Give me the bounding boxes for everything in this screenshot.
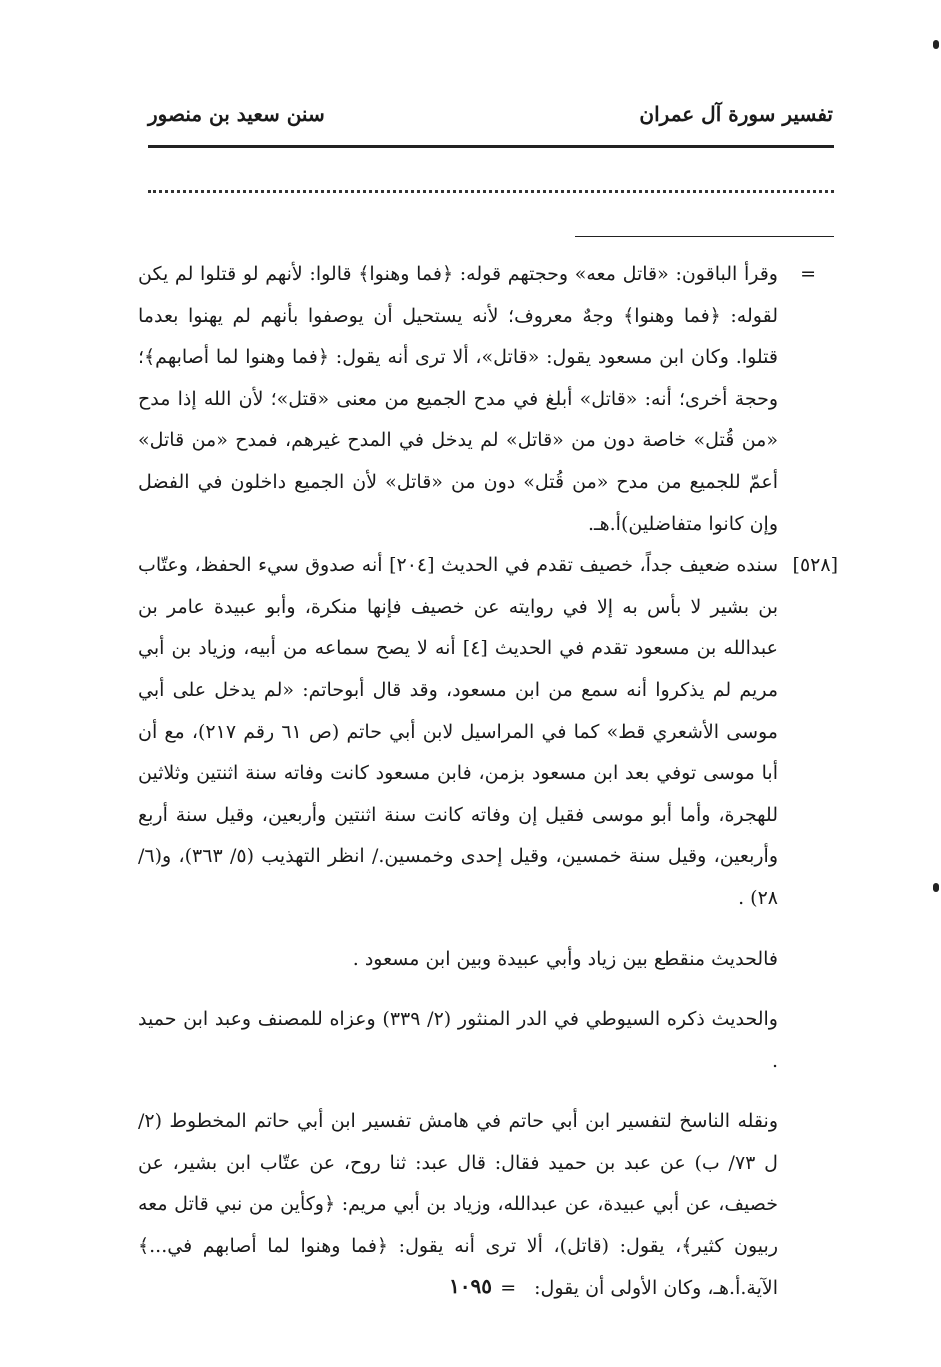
header-rule: [148, 145, 834, 148]
dotted-separator: [148, 190, 834, 193]
footnote-paragraph: والحديث ذكره السيوطي في الدر المنثور (٢/ ٣٣٩) وعزاه للمصنف وعبد ابن حميد .: [138, 1008, 778, 1072]
footnote-paragraph: فالحديث منقطع بين زياد وأبي عبيدة وبين ابن مسعود .: [352, 947, 778, 970]
scan-speck: [933, 40, 939, 49]
page-number: ١٠٩٥: [449, 1274, 492, 1298]
book-title: سنن سعيد بن منصور: [148, 102, 325, 126]
footnote-rule: [575, 236, 834, 237]
footnote-text: سنده ضعيف جداً، خصيف تقدم في الحديث [٢٠٤] أنه صدوق سيء الحفظ، وعتّاب بن بشير لا بأس به إلا في روايته عن خصيف فإنها منكرة، وأبو عبيدة عامر بن عبدالله بن مسعود تقدم في الحديث [٤] أنه لا يصح سماعه من أبيه، وزياد بن أبي مريم لم يذكروا أنه سمع من ابن مسعود، وقد قال أبوحاتم: «لم يدخل على أبي موسى الأشعري قط» كما في المراسيل لابن أبي حاتم (ص ٦١ رقم ٢١٧)، مع أن أبا موسى توفي بعد ابن مسعود بزمن، فابن مسعود كانت وفاته سنة اثنتين وثلاثين للهجرة، وأما أبو موسى فقيل إن وفاته كانت سنة اثنتين وأربعين، وقيل سنة أربع وأربعين، وقيل سنة خمسين، وقيل إحدى وخمسين./ انظر التهذيب (٥/ ٣٦٣)، و(٦/ ٢٨) .: [138, 554, 778, 909]
continuation-marker: =: [800, 263, 816, 285]
chapter-title: تفسير سورة آل عمران: [639, 102, 833, 126]
footnote-text: وقرأ الباقون: «قاتل معه» وحجتهم قوله: ﴿فما وهنوا﴾ قالوا: لأنهم لو قتلوا لم يكن لقوله: ﴿فما وهنوا﴾ وجهٌ معروف؛ لأنه يستحيل أن يوصفوا بأنهم لم يهنوا بعدما قتلوا. وكان ابن مسعود يقول: «قاتل»، ألا ترى أنه يقول: ﴿فما وهنوا لما أصابهم﴾؛ وحجة أخرى؛ أنه: «قاتل» أبلغ في مدح الجميع من معنى «قتل»؛ لأن الله إذا مدح «من قُتل» خاصة دون من «قاتل» لم يدخل في المدح غيرهم، فمدح «من قاتل» أعمّ للجميع من مدح «من قُتل» دون من «قاتل» لأن الجميع داخلون في الفضل وإن كانوا متفاضلين)أ.هـ.: [138, 263, 778, 535]
scan-speck: [933, 883, 939, 892]
footnote-continuation: [138, 254, 816, 545]
footnote-text: ونقله الناسخ لتفسير ابن أبي حاتم في هامش تفسير ابن أبي حاتم المخطوط (٢/ ل ٧٣/ ب) عن عبد بن حميد فقال: قال عبد: ثنا روح، عن عتّاب ابن بشير، عن خصيف، عن أبي عبيدة، عن عبدالله، وزياد بن أبي مريم: ﴿وكأين من نبي قاتل معه ربيون كثير﴾، يقول: (قاتل)، ألا ترى أنه يقول: ﴿فما وهنوا لما أصابهم في...﴾ الآية.أ.هـ، وكان الأولى أن يقول:: [138, 1110, 778, 1299]
footnotes: [138, 254, 838, 1328]
footnote-528: [138, 545, 838, 919]
footnote-number: [٥٢٨]: [792, 554, 838, 577]
continuation-marker: =: [500, 1276, 517, 1299]
